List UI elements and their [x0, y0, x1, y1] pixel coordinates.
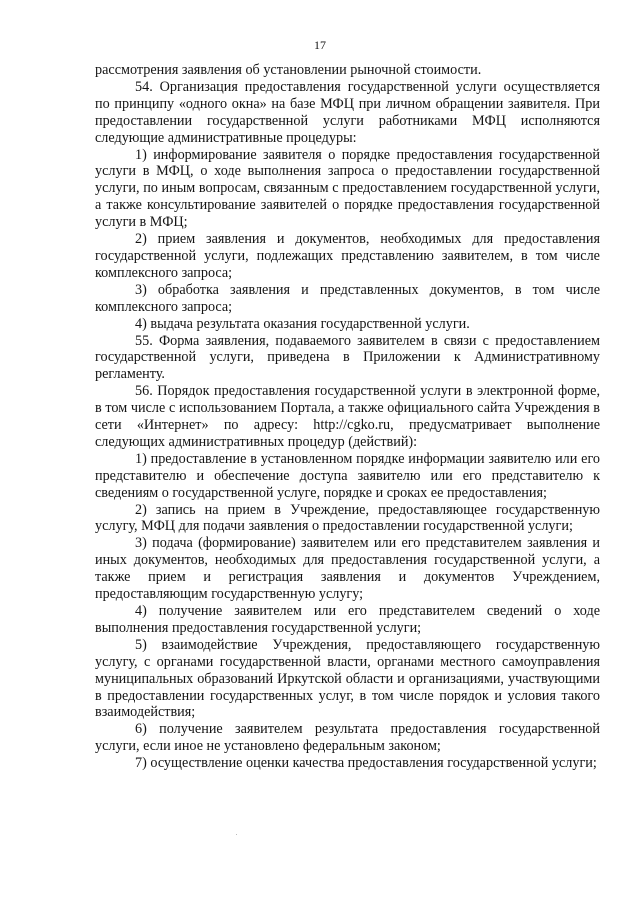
- paragraph-56-item-2: 2) запись на прием в Учреждение, предоставляющее государственную услугу, МФЦ для подачи заявления о предоставлении государственной услуги;: [95, 501, 600, 535]
- paragraph-54-item-2: 2) прием заявления и документов, необходимых для предоставления государственной услуги, подлежащих представлению заявителем, в том числе комплексного запроса;: [95, 231, 600, 281]
- paragraph-55: 55. Форма заявления, подаваемого заявителем в связи с предоставлением государственной услуги, приведена в Приложении к Административному регламенту.: [95, 332, 600, 383]
- paragraph-56-item-5: 5) взаимодействие Учреждения, предоставляющего государственную услугу, с органами государственной власти, органами местного самоуправления муниципальных образований Иркутской области и организациями, участвующими в предоставлении государственных услуг, в том числе порядок и условия такого взаимодействия;: [95, 636, 600, 721]
- paragraph-56-item-1: 1) предоставление в установленном порядке информации заявителю или его представителю и обеспечение доступа заявителю или его представителю к сведениям о государственной услуге, порядке и сроках ее предоставления;: [95, 450, 600, 501]
- paragraph-54: 54. Организация предоставления государственной услуги осуществляется по принципу «одного окна» на базе МФЦ при личном обращении заявителя. При предоставлении государственной услуги работниками МФЦ исполняются следующие административные процедуры:: [95, 78, 600, 146]
- paragraph-54-item-1: 1) информирование заявителя о порядке предоставления государственной услуги в МФЦ, о ходе выполнения запроса о предоставлении государственной услуги, по иным вопросам, связанным с предоставлением государственной услуги, а также консультирование заявителей о порядке предоставления государственной услуги в МФЦ;: [95, 146, 600, 231]
- paragraph-56-item-3: 3) подача (формирование) заявителем или его представителем заявления и иных документов, необходимых для предоставления государственной услуги, а также прием и регистрация заявления и документов Учреждением, предоставляющим государственную услугу;: [95, 535, 600, 603]
- paragraph-56-item-6: 6) получение заявителем результата предоставления государственной услуги, если иное не установлено федеральным законом;: [95, 721, 600, 755]
- paragraph-56-item-4: 4) получение заявителем или его представителем сведений о ходе выполнения предоставления государственной услуги;: [95, 603, 600, 636]
- scan-speck: [236, 834, 237, 835]
- page-number: 17: [314, 38, 326, 52]
- paragraph-continuation: рассмотрения заявления об установлении рыночной стоимости.: [95, 62, 482, 78]
- paragraph-56-item-7: 7) осуществление оценки качества предоставления государственной услуги;: [135, 755, 597, 772]
- paragraph-54-item-3: 3) обработка заявления и представленных документов, в том числе комплексного запроса;: [95, 281, 600, 315]
- paragraph-56: 56. Порядок предоставления государственной услуги в электронной форме, в том числе с использованием Портала, а также официального сайта Учреждения в сети «Интернет» по адресу: http://cgko.ru, предусматривает выполнение следующих административных процедур (действий):: [95, 383, 600, 450]
- paragraph-54-item-4: 4) выдача результата оказания государственной услуги.: [135, 315, 470, 332]
- document-body: [95, 62, 600, 772]
